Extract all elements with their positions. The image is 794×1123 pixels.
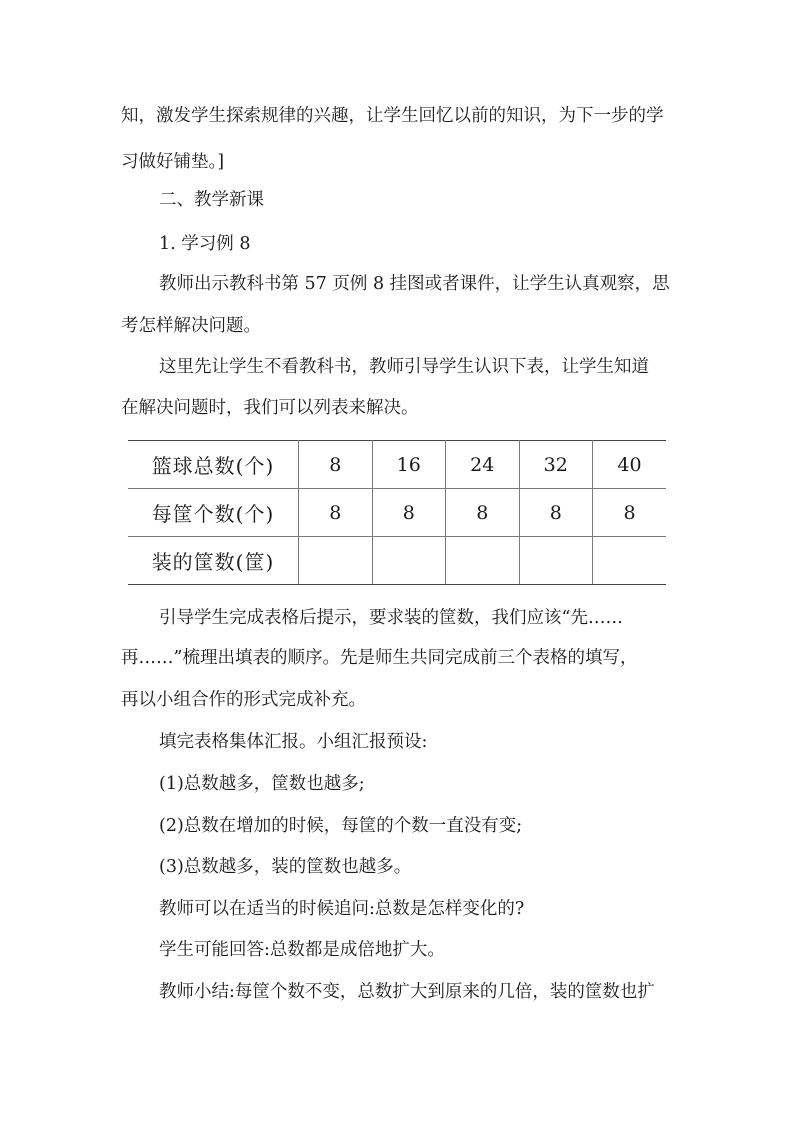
table-cell: 8 [519, 489, 593, 537]
table-cell [593, 537, 667, 585]
table-cell: 16 [372, 441, 446, 489]
paragraph-line: 学生可能回答:总数都是成倍地扩大。 [159, 940, 445, 960]
subsection-heading: 1. 学习例 8 [159, 234, 251, 254]
table-cell: 32 [519, 441, 593, 489]
paragraph-line: 再……”梳理出填表的顺序。先是师生共同完成前三个表格的填写， [121, 648, 638, 668]
paragraph-line: 引导学生完成表格后提示，要求装的筐数，我们应该“先…… [159, 608, 623, 628]
table-cell: 8 [372, 489, 446, 537]
table-cell: 40 [593, 441, 667, 489]
paragraph-line: 再以小组合作的形式完成补充。 [121, 690, 366, 710]
row-header: 篮球总数(个) [128, 441, 299, 489]
paragraph-line: 教师可以在适当的时候追问:总数是怎样变化的? [159, 899, 525, 919]
table-cell [446, 537, 520, 585]
table-cell: 8 [446, 489, 520, 537]
row-header: 每筐个数(个) [128, 489, 299, 537]
table-row [128, 537, 666, 585]
table-cell [372, 537, 446, 585]
table-row [128, 489, 666, 537]
paragraph-line: 考怎样解决问题。 [121, 316, 261, 336]
paragraph-line: 填完表格集体汇报。小组汇报预设: [159, 732, 428, 752]
list-item: (1)总数越多，筐数也越多; [159, 774, 365, 794]
paragraph-line: 教师出示教科书第 57 页例 8 挂图或者课件，让学生认真观察，思 [159, 274, 670, 294]
row-header: 装的筐数(筐) [128, 537, 299, 585]
paragraph-line: 这里先让学生不看教科书，教师引导学生认识下表，让学生知道 [159, 357, 649, 377]
table-cell: 8 [593, 489, 667, 537]
table-cell [519, 537, 593, 585]
table-cell: 8 [299, 489, 373, 537]
paragraph-line: 在解决问题时，我们可以列表来解决。 [121, 398, 419, 418]
table-cell: 24 [446, 441, 520, 489]
paragraph-line: 习做好铺垫。] [121, 152, 225, 172]
paragraph-line: 知，激发学生探索规律的兴趣，让学生回忆以前的知识，为下一步的学 [121, 106, 664, 126]
table-cell [299, 537, 373, 585]
paragraph-line: 教师小结:每筐个数不变，总数扩大到原来的几倍，装的筐数也扩 [159, 982, 655, 1002]
basket-table [128, 440, 666, 585]
list-item: (2)总数在增加的时候，每筐的个数一直没有变; [159, 816, 523, 836]
section-heading: 二、教学新课 [159, 190, 264, 210]
table-row [128, 441, 666, 489]
list-item: (3)总数越多，装的筐数也越多。 [159, 857, 412, 877]
table-cell: 8 [299, 441, 373, 489]
